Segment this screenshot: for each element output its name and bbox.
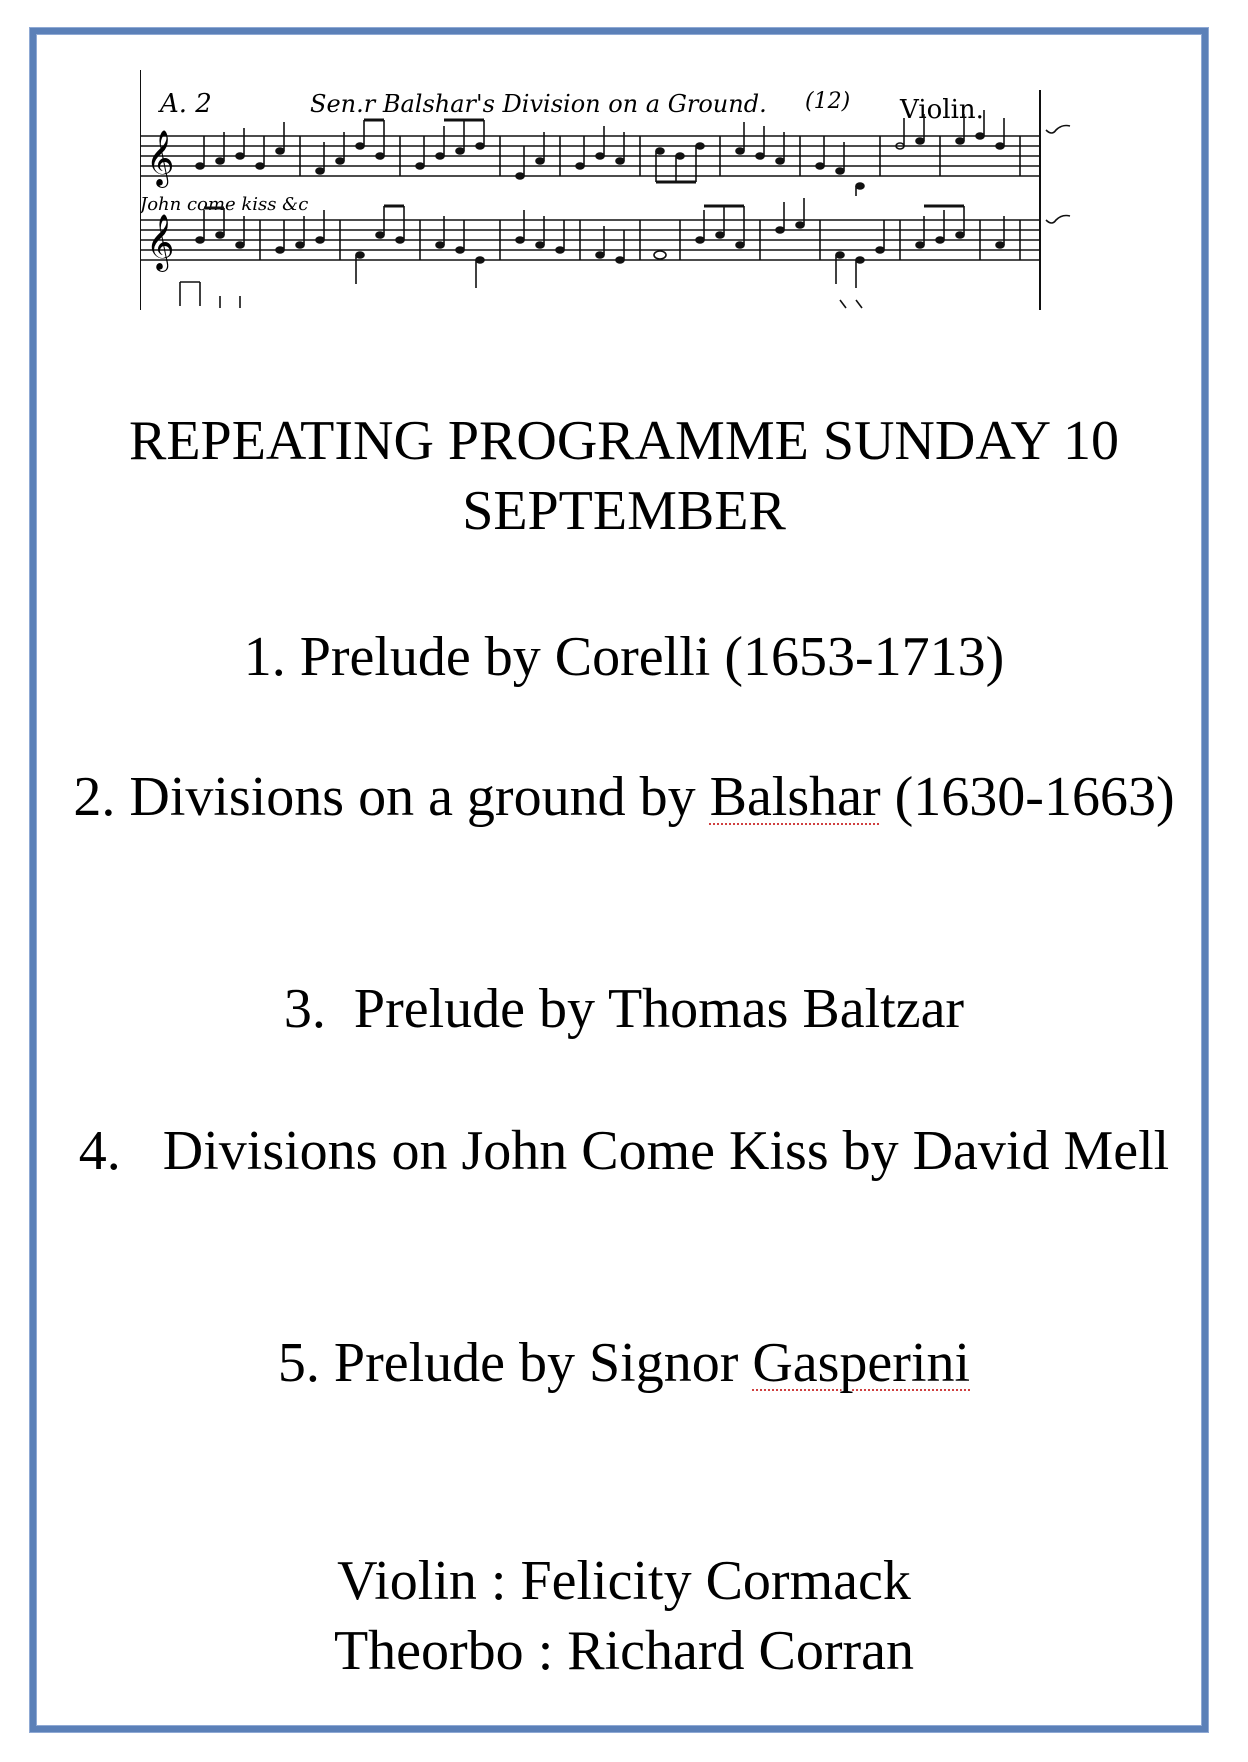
programme-item-number: 3. — [283, 978, 326, 1040]
programme-item-4 — [60, 1116, 1188, 1186]
music-score-svg — [140, 70, 1170, 310]
programme-item-number: 2. — [73, 766, 116, 828]
programme-item-text: Prelude by Corelli (1653-1713) — [299, 626, 1005, 688]
staff-1 — [140, 136, 1040, 176]
performer-instrument: Theorbo — [333, 1620, 524, 1682]
performer-name: Felicity Cormack — [520, 1550, 911, 1612]
score-subtitle: John come kiss &c — [140, 194, 309, 215]
score-header-left: A. 2 — [160, 89, 212, 119]
score-header-number: (12) — [805, 89, 851, 114]
programme-item-text: Divisions on a ground by — [129, 766, 710, 828]
programme-item-3 — [60, 974, 1188, 1044]
notes-staff-2 — [196, 198, 1020, 288]
programme-item-number: 1. — [243, 626, 286, 688]
custos-mark-1 — [1046, 126, 1070, 134]
notes-staff-1 — [196, 110, 1020, 196]
programme-item-1 — [60, 622, 1188, 692]
performer-name: Richard Corran — [567, 1620, 915, 1682]
treble-clef-2: 𝄞 — [146, 214, 175, 270]
treble-clef-1: 𝄞 — [146, 130, 175, 186]
programme-heading: REPEATING PROGRAMME SUNDAY 10 SEPTEMBER — [129, 410, 1119, 542]
programme-item-2 — [60, 762, 1188, 832]
performer-credit-theorbo — [60, 1616, 1188, 1686]
score-header-title: Sen.r Balshar's Division on a Ground. — [310, 90, 767, 118]
programme-item-text: Prelude by Signor — [333, 1332, 753, 1394]
performer-separator: : — [537, 1620, 554, 1682]
programme-item-text: Prelude by Thomas Baltzar — [339, 978, 965, 1040]
custos-mark-2 — [1046, 216, 1070, 224]
programme-item-5 — [60, 1328, 1188, 1398]
spellcheck-flagged-word: Balshar — [709, 766, 881, 828]
spellcheck-flagged-word: Gasperini — [752, 1332, 971, 1394]
performer-credit-violin — [60, 1546, 1188, 1616]
programme-item-number: 5. — [277, 1332, 320, 1394]
performer-separator: : — [490, 1550, 507, 1612]
performer-instrument: Violin — [337, 1550, 477, 1612]
staff-3-fragment — [180, 282, 862, 308]
programme-item-number: 4. — [78, 1120, 121, 1182]
staff-2 — [140, 220, 1040, 260]
programme-item-text: Divisions on John Come Kiss by David Mell — [134, 1120, 1170, 1182]
music-score-image — [140, 70, 1170, 310]
programme-item-text-after: (1630-1663) — [880, 766, 1175, 828]
score-header-instrument: Violin. — [900, 95, 984, 125]
